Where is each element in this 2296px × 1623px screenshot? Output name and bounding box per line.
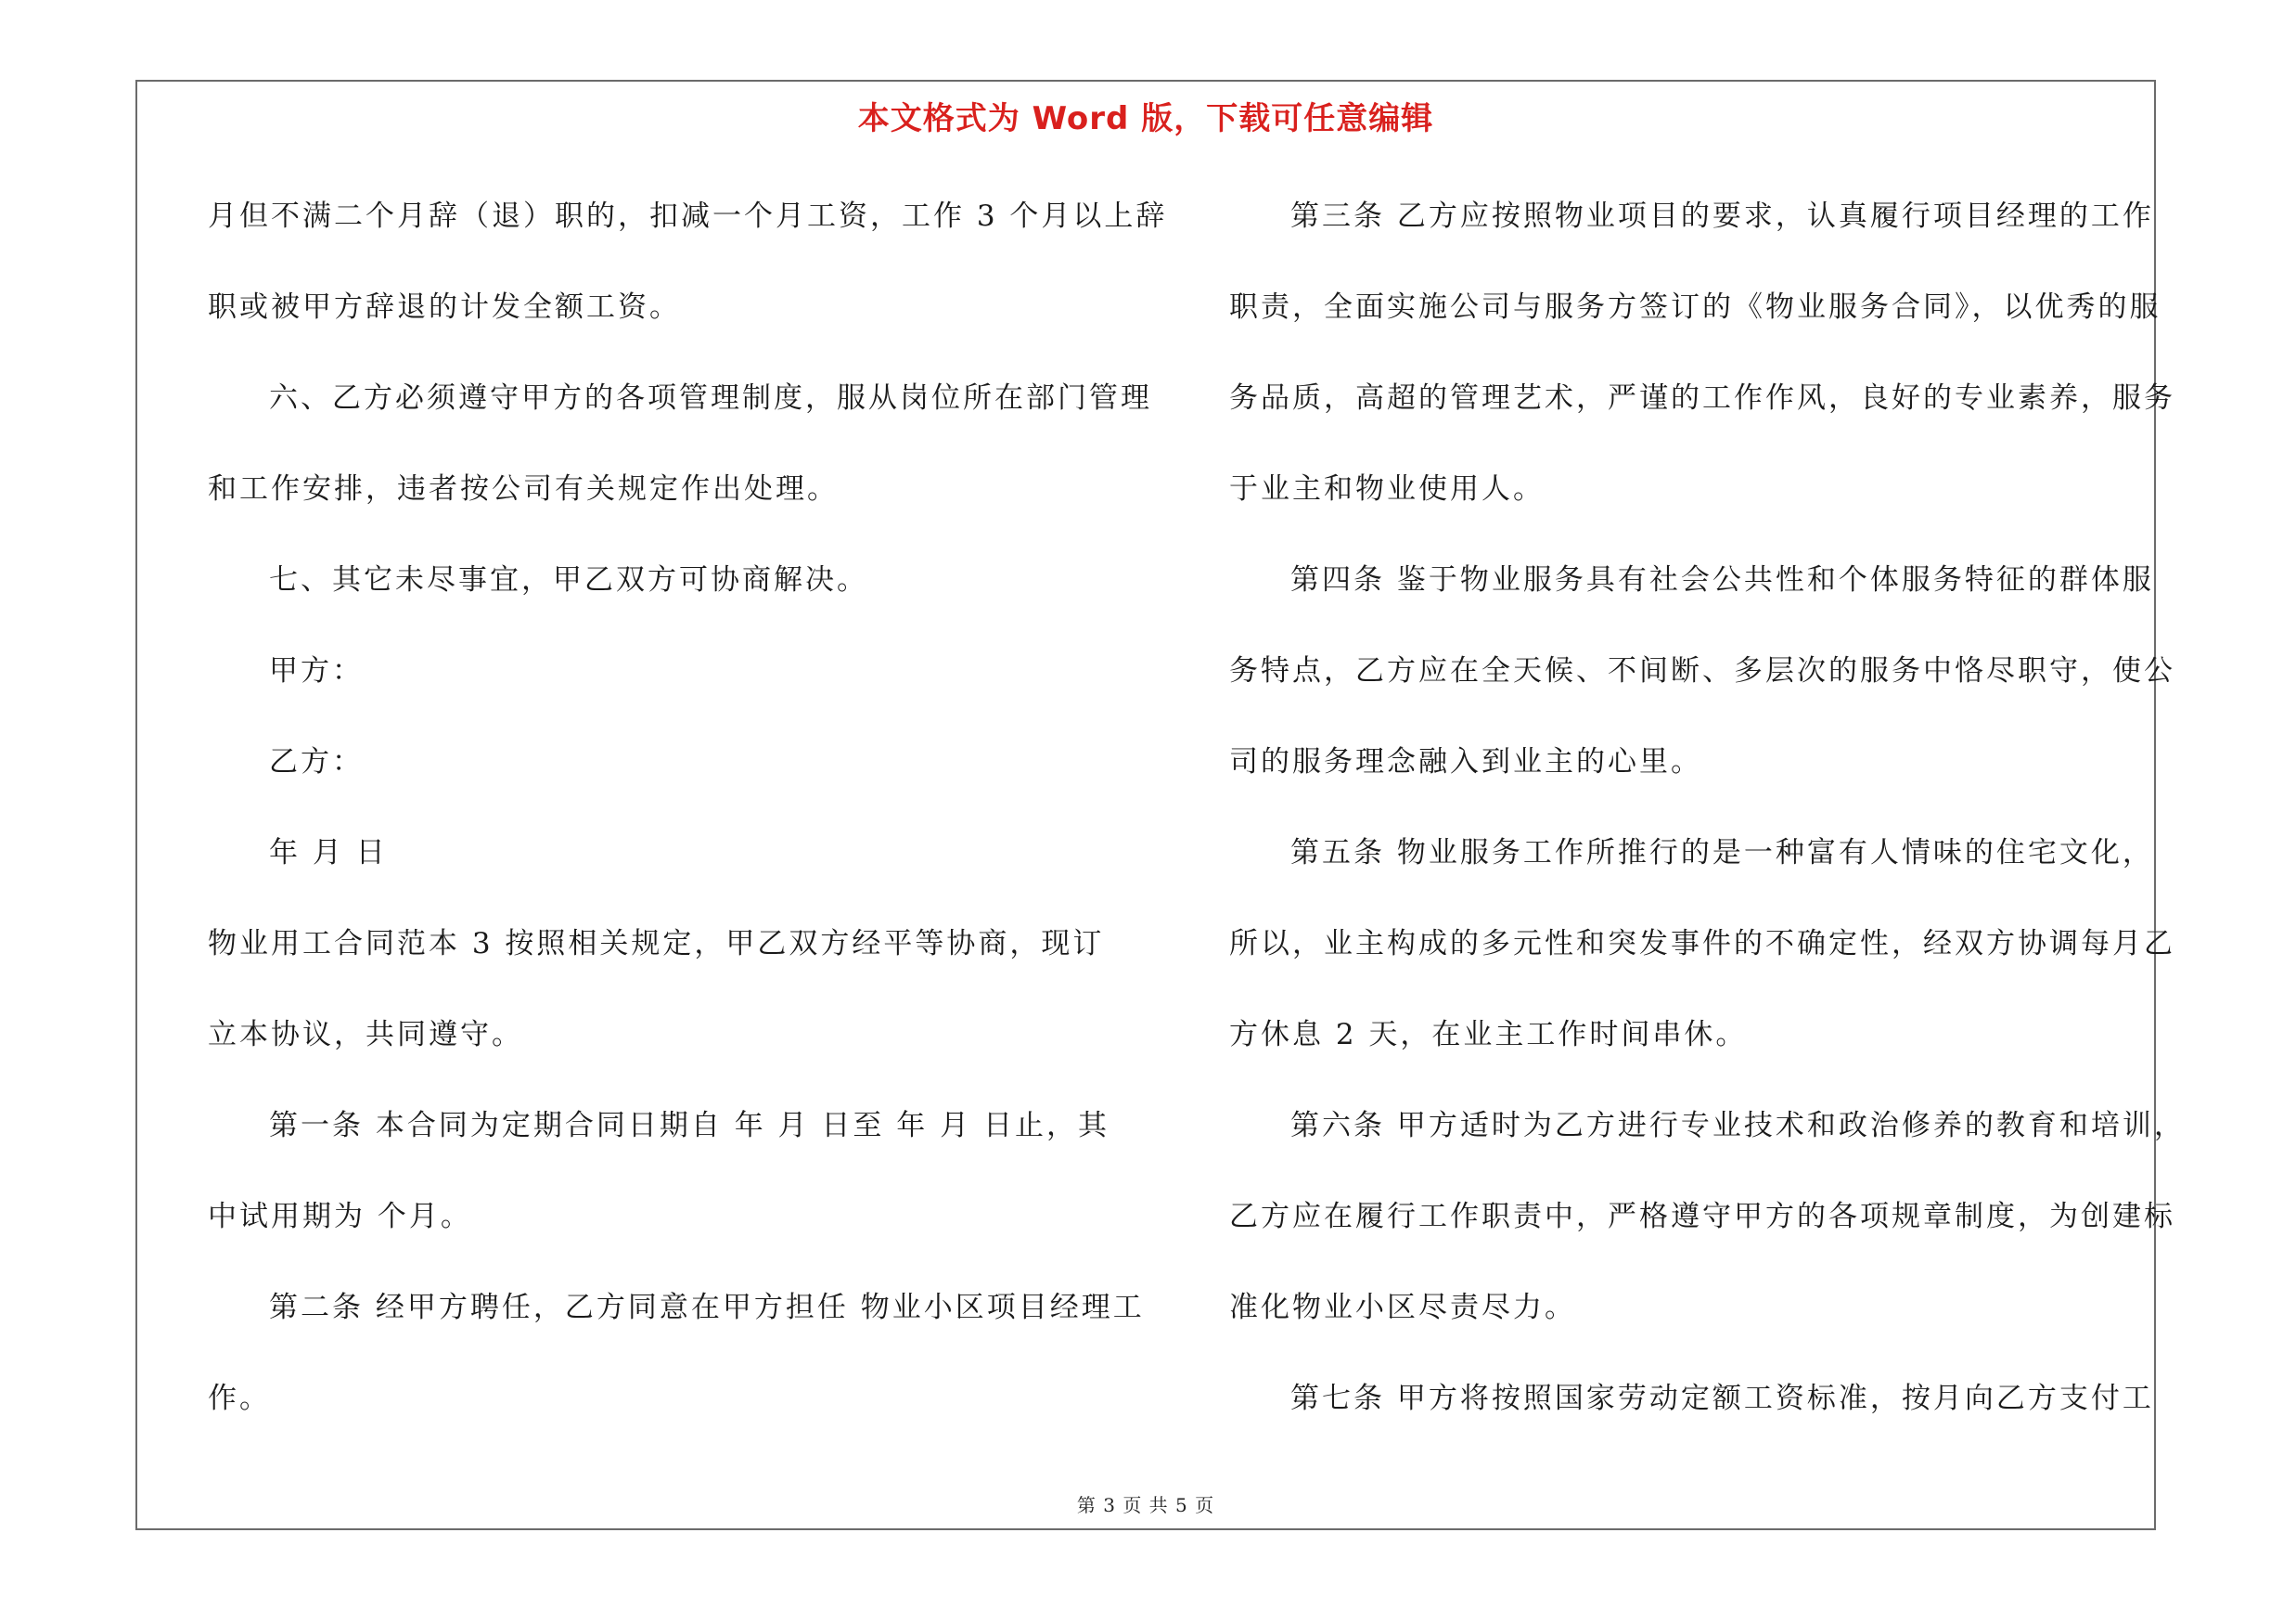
paragraph-line: 七、其它未尽事宜，甲乙双方可协商解决。 bbox=[269, 563, 868, 597]
paragraph-line: 职责，全面实施公司与服务方签订的《物业服务合同》，以优秀的服 bbox=[1229, 290, 2161, 324]
paragraph-line: 乙方应在履行工作职责中，严格遵守甲方的各项规章制度，为创建标 bbox=[1229, 1200, 2175, 1233]
paragraph-line: 方休息 2 天，在业主工作时间串休。 bbox=[1229, 1018, 1748, 1051]
paragraph-line: 务特点，乙方应在全天候、不间断、多层次的服务中恪尽职守，使公 bbox=[1229, 654, 2175, 688]
date-line: 年 月 日 bbox=[269, 836, 388, 869]
party-a-signature-label: 甲方： bbox=[269, 654, 364, 688]
left-column bbox=[208, 171, 1168, 1444]
section-title-line: 物业用工合同范本 3 按照相关规定，甲乙双方经平等协商，现订 bbox=[208, 927, 1105, 960]
paragraph-line: 六、乙方必须遵守甲方的各项管理制度，服从岗位所在部门管理 bbox=[269, 381, 1152, 415]
paragraph-line: 中试用期为 个月。 bbox=[208, 1200, 472, 1233]
paragraph-line: 第二条 经甲方聘任，乙方同意在甲方担任 物业小区项目经理工 bbox=[269, 1291, 1145, 1324]
paragraph-line: 职或被甲方辞退的计发全额工资。 bbox=[208, 290, 681, 324]
paragraph-line: 作。 bbox=[208, 1382, 271, 1415]
paragraph-line: 第三条 乙方应按照物业项目的要求，认真履行项目经理的工作 bbox=[1290, 200, 2154, 233]
page-number-footer: 第 3 页 共 5 页 bbox=[1076, 1494, 1215, 1516]
paragraph-line: 第五条 物业服务工作所推行的是一种富有人情味的住宅文化， bbox=[1290, 836, 2154, 869]
paragraph-line: 第一条 本合同为定期合同日期自 年 月 日至 年 月 日止，其 bbox=[269, 1109, 1110, 1142]
word-format-banner: 本文格式为 Word 版，下载可任意编辑 bbox=[857, 100, 1434, 137]
paragraph-line: 立本协议，共同遵守。 bbox=[208, 1018, 523, 1051]
paragraph-line: 和工作安排，违者按公司有关规定作出处理。 bbox=[208, 472, 839, 506]
paragraph-line: 月但不满二个月辞（退）职的，扣减一个月工资，工作 3 个月以上辞 bbox=[208, 200, 1168, 233]
paragraph-line: 于业主和物业使用人。 bbox=[1229, 472, 1545, 506]
paragraph-line: 司的服务理念融入到业主的心里。 bbox=[1229, 745, 1702, 779]
paragraph-line: 第四条 鉴于物业服务具有社会公共性和个体服务特征的群体服 bbox=[1290, 563, 2154, 597]
paragraph-line: 第七条 甲方将按照国家劳动定额工资标准，按月向乙方支付工 bbox=[1290, 1382, 2154, 1415]
paragraph-line: 准化物业小区尽责尽力。 bbox=[1229, 1291, 1576, 1324]
paragraph-line: 所以，业主构成的多元性和突发事件的不确定性，经双方协调每月乙 bbox=[1229, 927, 2175, 960]
paragraph-line: 务品质，高超的管理艺术，严谨的工作作风，良好的专业素养，服务 bbox=[1229, 381, 2175, 415]
page-frame bbox=[135, 80, 2186, 1530]
party-b-signature-label: 乙方： bbox=[269, 745, 364, 779]
paragraph-line: 第六条 甲方适时为乙方进行专业技术和政治修养的教育和培训， bbox=[1290, 1109, 2186, 1142]
right-column bbox=[1229, 171, 2186, 1444]
